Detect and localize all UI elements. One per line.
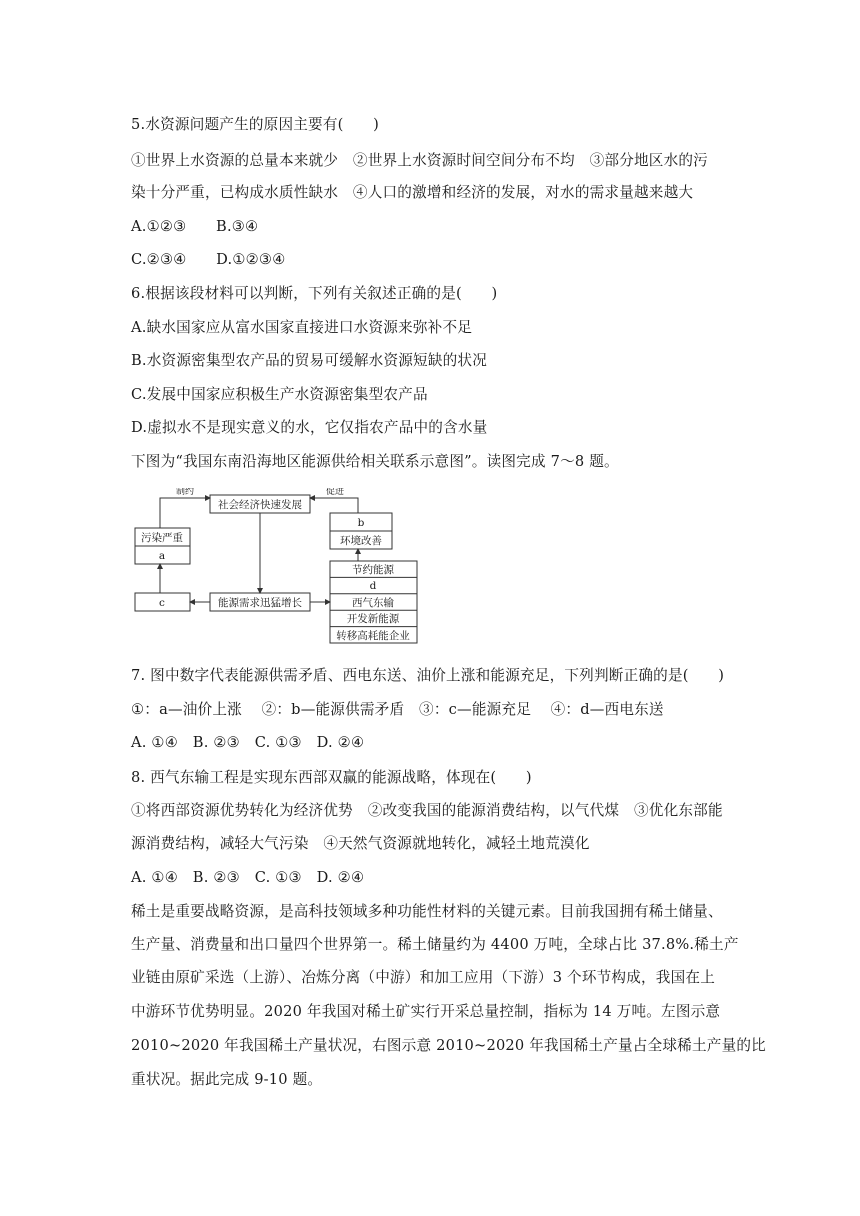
q6-option-d: D.虚拟水不是现实意义的水，它仅指农产品中的含水量 — [131, 419, 488, 436]
q6-option-a: A.缺水国家应从富水国家直接进口水资源来弥补不足 — [131, 319, 473, 336]
passage-line: 稀土是重要战略资源，是高科技领域多种功能性材料的关键元素。目前我国拥有稀土储量、 — [131, 903, 723, 920]
passage-line: 业链由原矿采选（上游）、冶炼分离（中游）和加工应用（下游）3 个环节构成，我国在上 — [131, 969, 715, 986]
box-b: b — [357, 517, 365, 529]
q5-options-line2: C.②③④ D.①②③④ — [131, 251, 286, 268]
list-item: 节约能源 — [352, 564, 394, 576]
q5-statements-line2: 染十分严重，已构成水质性缺水 ④人口的激增和经济的发展，对水的需求量越来越大 — [131, 184, 694, 201]
list-item: d — [369, 580, 377, 592]
list-item: 转移高耗能企业 — [336, 630, 410, 642]
list-item: 开发新能源 — [346, 613, 400, 625]
q8-stem: 8. 西气东输工程是实现东西部双赢的能源战略，体现在( ) — [131, 769, 532, 786]
q6-option-b: B.水资源密集型农产品的贸易可缓解水资源短缺的状况 — [131, 352, 488, 369]
passage-line: 生产量、消费量和出口量四个世界第一。稀土储量约为 4400 万吨，全球占比 37.8%.稀土产 — [131, 936, 739, 953]
q5-options-line1: A.①②③ B.③④ — [131, 218, 259, 235]
box-pollution: 污染严重 — [141, 532, 183, 544]
q5-stem: 5.水资源问题产生的原因主要有( ) — [131, 116, 380, 133]
box-environment: 环境改善 — [340, 535, 382, 547]
q5-statements-line1: ①世界上水资源的总量本来就少 ②世界上水资源时间空间分布不均 ③部分地区水的污 — [131, 152, 708, 169]
label-constrain: 制约 — [176, 488, 195, 497]
passage-line: 重状况。据此完成 9-10 题。 — [131, 1071, 323, 1088]
box-energy-demand: 能源需求迅猛增长 — [218, 597, 302, 609]
passage-line: 2010~2020 年我国稀土产量状况，右图示意 2010~2020 年我国稀土产量占全球稀土产量的比 — [131, 1037, 766, 1054]
q7-stem: 7. 图中数字代表能源供需矛盾、西电东送、油价上涨和能源充足，下列判断正确的是( ) — [131, 667, 725, 684]
q7-statements: ①：a—油价上涨 ②：b—能源供需矛盾 ③：c—能源充足 ④：d—西电东送 — [131, 701, 664, 718]
box-a: a — [158, 550, 166, 562]
q6-option-c: C.发展中国家应积极生产水资源密集型农产品 — [131, 386, 428, 403]
list-item: 西气东输 — [352, 597, 394, 609]
passage-line: 中游环节优势明显。2020 年我国对稀土矿实行开采总量控制，指标为 14 万吨。左图示意 — [131, 1003, 721, 1020]
q8-statements-line2: 源消费结构，减轻大气污染 ④天然气资源就地转化，减轻土地荒漠化 — [131, 835, 590, 852]
box-social-economy: 社会经济快速发展 — [218, 499, 302, 511]
q8-statements-line1: ①将西部资源优势转化为经济优势 ②改变我国的能源消费结构，以气代煤 ③优化东部能 — [131, 802, 723, 819]
energy-supply-diagram — [130, 488, 422, 648]
q8-options: A. ①④ B. ②③ C. ①③ D. ②④ — [131, 869, 365, 886]
intro-7-8: 下图为“我国东南沿海地区能源供给相关联系示意图”。读图完成 7～8 题。 — [131, 453, 619, 470]
q6-stem: 6.根据该段材料可以判断，下列有关叙述正确的是( ) — [131, 285, 498, 302]
label-promote: 促进 — [326, 488, 345, 497]
q7-options: A. ①④ B. ②③ C. ①③ D. ②④ — [131, 734, 365, 751]
box-c: c — [159, 597, 165, 609]
